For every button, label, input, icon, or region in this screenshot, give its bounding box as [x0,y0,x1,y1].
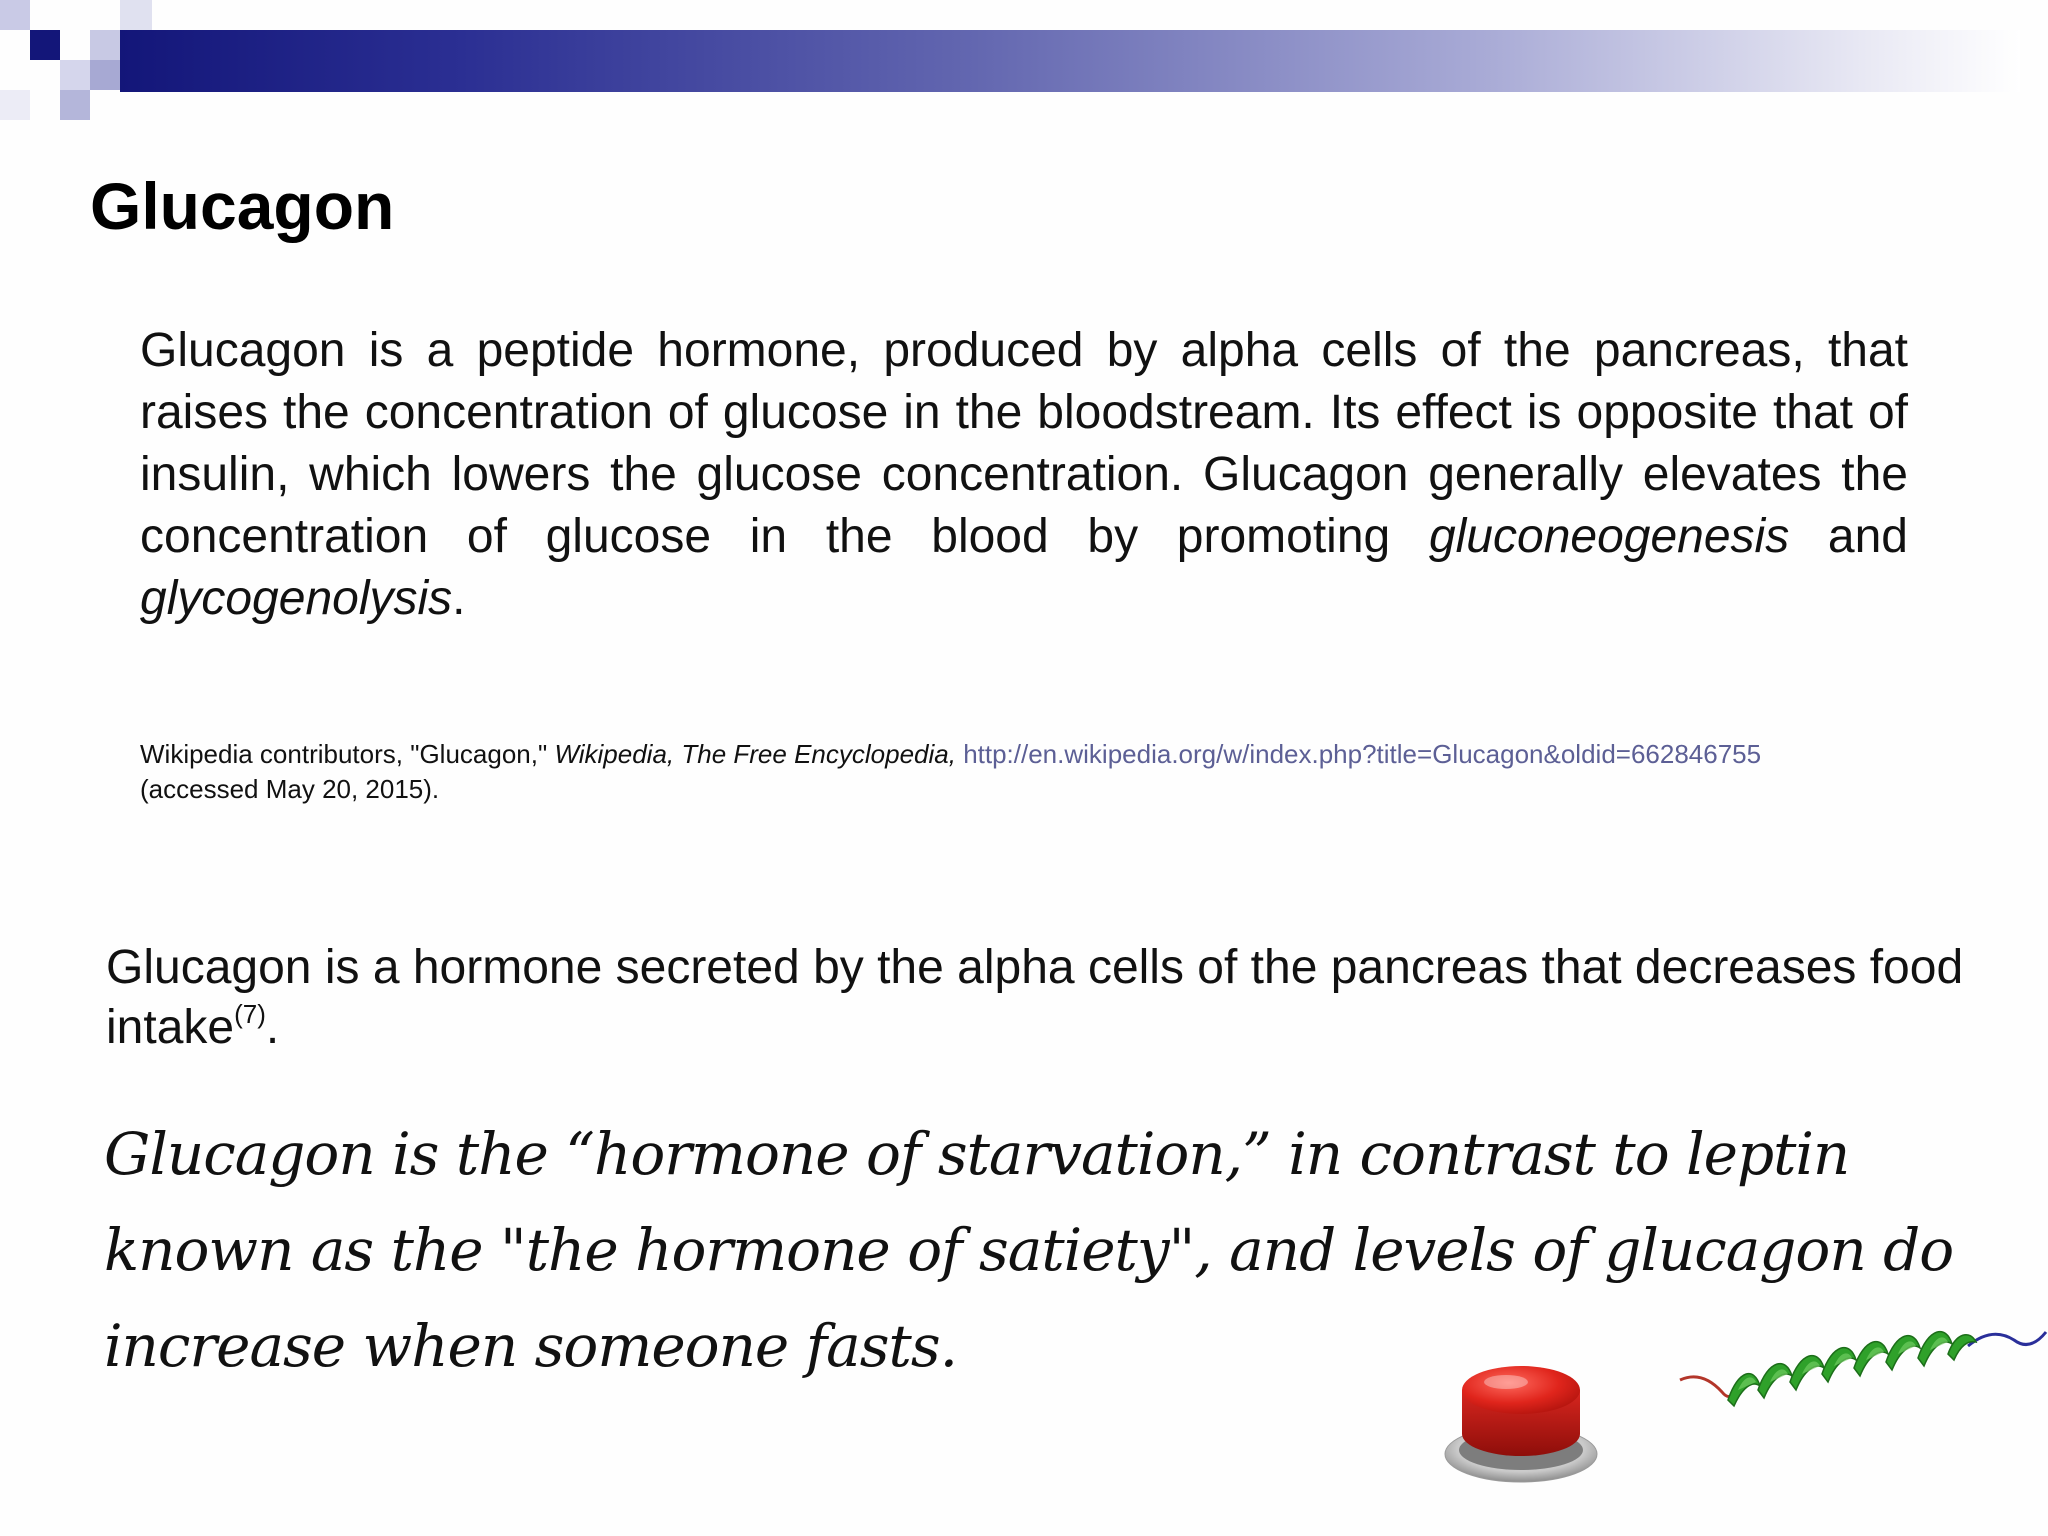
term-glycogenolysis: glycogenolysis [140,572,453,625]
citation-source: Wikipedia, The Free Encyclopedia, [554,739,956,769]
statement-text: Glucagon is a hormone secreted by the alpha cells of the pancreas that decreases food intake [106,941,1964,1054]
red-push-button-icon [1440,1346,1602,1486]
corner-square [0,0,30,30]
citation-accessed: (accessed May 20, 2015). [140,774,440,804]
protein-helix-icon [1672,1310,2048,1430]
statement-paragraph [106,938,2006,1058]
corner-square [30,30,60,60]
corner-square [120,0,152,30]
term-gluconeogenesis: gluconeogenesis [1428,510,1790,563]
citation-authors: Wikipedia contributors, "Glucagon," [140,739,555,769]
definition-paragraph [140,320,1908,630]
definition-text: Glucagon is a peptide hormone, produced by alpha cells of the pancreas, that raises the concentration of glucose in the bloodstream. Its effect is opposite that of insulin, which lowers the glucose concentration. Glucagon generally elevates the concentration of glucose in the blood by promoting [140,324,1908,563]
slide-title: Glucagon [90,169,395,243]
starvation-quote: Glucagon is the “hormone of starvation,” in contrast to leptin known as the "the hormone of satiety", and levels of glucagon do increase when someone fasts. [104,1120,1954,1380]
corner-squares-decoration [0,0,160,130]
citation-link[interactable]: http://en.wikipedia.org/w/index.php?title=Glucagon&oldid=662846755 [963,739,1762,769]
corner-square [60,90,90,120]
corner-square [0,90,30,120]
statement-ending: . [265,1001,280,1054]
corner-square [90,60,120,90]
definition-connector: and [1789,510,1909,563]
corner-square [90,30,120,60]
reference-marker: (7) [234,999,266,1029]
citation [140,737,1920,807]
definition-ending: . [452,572,466,625]
header-gradient-band [120,30,2020,92]
